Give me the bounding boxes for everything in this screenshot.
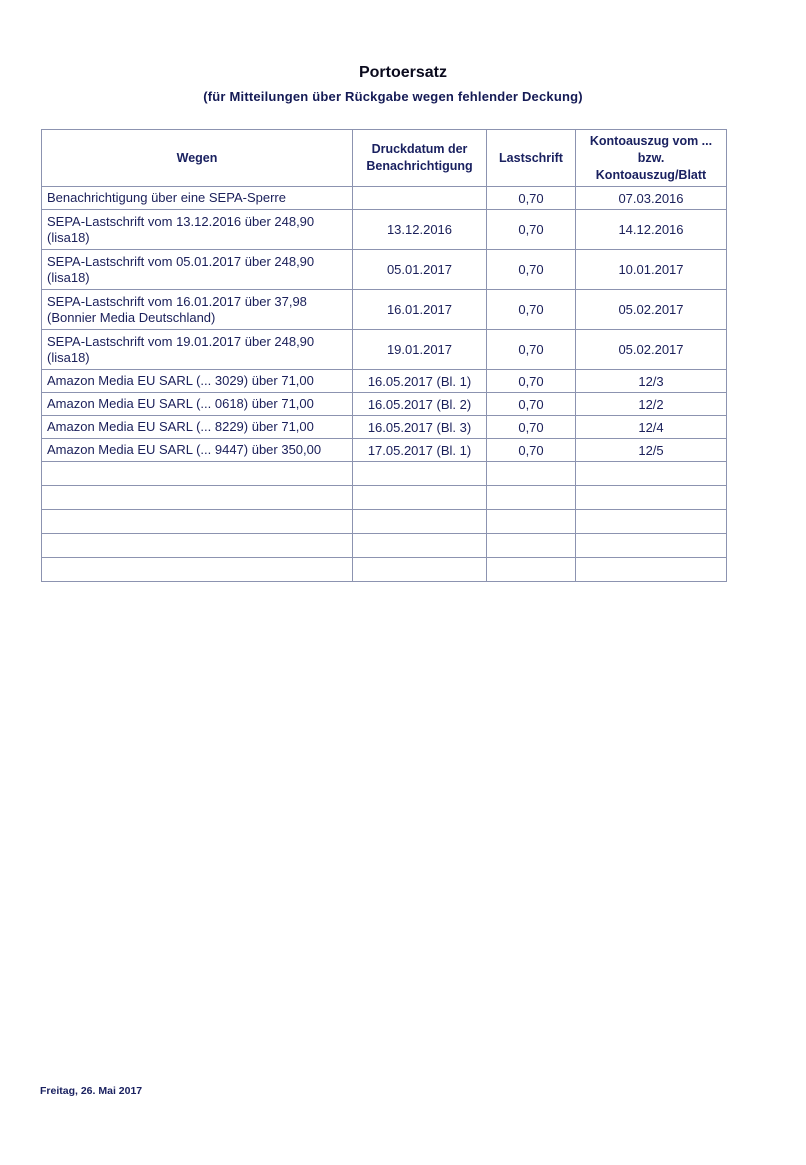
cell-lastschrift: 0,70	[487, 416, 576, 439]
empty-cell	[487, 486, 576, 510]
cell-kontoauszug: 10.01.2017	[576, 250, 727, 290]
table-row-empty	[42, 558, 727, 582]
cell-kontoauszug: 12/3	[576, 370, 727, 393]
cell-druckdatum: 16.01.2017	[353, 290, 487, 330]
cell-wegen: SEPA-Lastschrift vom 13.12.2016 über 248,90 (lisa18)	[42, 210, 353, 250]
empty-cell	[487, 510, 576, 534]
header-wegen: Wegen	[42, 130, 353, 187]
cell-kontoauszug: 14.12.2016	[576, 210, 727, 250]
table-row	[42, 370, 727, 393]
table-row	[42, 330, 727, 370]
cell-kontoauszug: 05.02.2017	[576, 290, 727, 330]
cell-wegen: Amazon Media EU SARL (... 8229) über 71,00	[42, 416, 353, 439]
document-title: Portoersatz	[358, 64, 448, 81]
table-row-empty	[42, 486, 727, 510]
empty-cell	[42, 486, 353, 510]
cell-lastschrift: 0,70	[487, 439, 576, 462]
cell-wegen: SEPA-Lastschrift vom 05.01.2017 über 248,90 (lisa18)	[42, 250, 353, 290]
table-row-empty	[42, 462, 727, 486]
cell-wegen: SEPA-Lastschrift vom 16.01.2017 über 37,98 (Bonnier Media Deutschland)	[42, 290, 353, 330]
cell-kontoauszug: 12/2	[576, 393, 727, 416]
header-druckdatum-text: Druckdatum der Benachrichtigung	[366, 142, 473, 173]
empty-cell	[42, 558, 353, 582]
porto-table	[41, 129, 727, 582]
empty-cell	[42, 462, 353, 486]
header-kontoauszug	[576, 130, 727, 187]
document-subtitle: (für Mitteilungen über Rückgabe wegen fehlender Deckung)	[203, 89, 583, 104]
cell-lastschrift: 0,70	[487, 250, 576, 290]
empty-cell	[487, 462, 576, 486]
footer-date: Freitag, 26. Mai 2017	[40, 1085, 143, 1097]
empty-cell	[576, 534, 727, 558]
cell-lastschrift: 0,70	[487, 187, 576, 210]
header-lastschrift: Lastschrift	[487, 130, 576, 187]
table-row	[42, 210, 727, 250]
cell-kontoauszug: 12/4	[576, 416, 727, 439]
cell-lastschrift: 0,70	[487, 393, 576, 416]
empty-cell	[353, 486, 487, 510]
cell-lastschrift: 0,70	[487, 370, 576, 393]
table-row	[42, 439, 727, 462]
cell-druckdatum: 17.05.2017 (Bl. 1)	[353, 439, 487, 462]
empty-cell	[576, 486, 727, 510]
table-row	[42, 393, 727, 416]
empty-cell	[576, 510, 727, 534]
empty-cell	[353, 558, 487, 582]
cell-druckdatum: 19.01.2017	[353, 330, 487, 370]
empty-cell	[576, 462, 727, 486]
empty-cell	[353, 510, 487, 534]
table-row	[42, 416, 727, 439]
header-druckdatum	[353, 130, 487, 187]
table-row-empty	[42, 510, 727, 534]
cell-druckdatum: 13.12.2016	[353, 210, 487, 250]
cell-kontoauszug: 12/5	[576, 439, 727, 462]
cell-druckdatum: 16.05.2017 (Bl. 1)	[353, 370, 487, 393]
cell-kontoauszug: 05.02.2017	[576, 330, 727, 370]
empty-cell	[487, 534, 576, 558]
table-header-row	[42, 130, 727, 187]
cell-druckdatum: 05.01.2017	[353, 250, 487, 290]
empty-cell	[42, 534, 353, 558]
cell-lastschrift: 0,70	[487, 290, 576, 330]
empty-cell	[576, 558, 727, 582]
cell-kontoauszug: 07.03.2016	[576, 187, 727, 210]
cell-wegen: Amazon Media EU SARL (... 0618) über 71,00	[42, 393, 353, 416]
cell-lastschrift: 0,70	[487, 330, 576, 370]
table-row	[42, 290, 727, 330]
empty-cell	[353, 462, 487, 486]
table-row	[42, 187, 727, 210]
cell-druckdatum	[353, 187, 487, 210]
cell-wegen: Benachrichtigung über eine SEPA-Sperre	[42, 187, 353, 210]
cell-wegen: SEPA-Lastschrift vom 19.01.2017 über 248,90 (lisa18)	[42, 330, 353, 370]
empty-cell	[353, 534, 487, 558]
cell-druckdatum: 16.05.2017 (Bl. 2)	[353, 393, 487, 416]
cell-wegen: Amazon Media EU SARL (... 9447) über 350,00	[42, 439, 353, 462]
empty-cell	[487, 558, 576, 582]
cell-wegen: Amazon Media EU SARL (... 3029) über 71,00	[42, 370, 353, 393]
cell-druckdatum: 16.05.2017 (Bl. 3)	[353, 416, 487, 439]
empty-cell	[42, 510, 353, 534]
table-row-empty	[42, 534, 727, 558]
header-kontoauszug-text: Kontoauszug vom ... bzw. Kontoauszug/Blatt	[589, 133, 713, 182]
cell-lastschrift: 0,70	[487, 210, 576, 250]
table-row	[42, 250, 727, 290]
